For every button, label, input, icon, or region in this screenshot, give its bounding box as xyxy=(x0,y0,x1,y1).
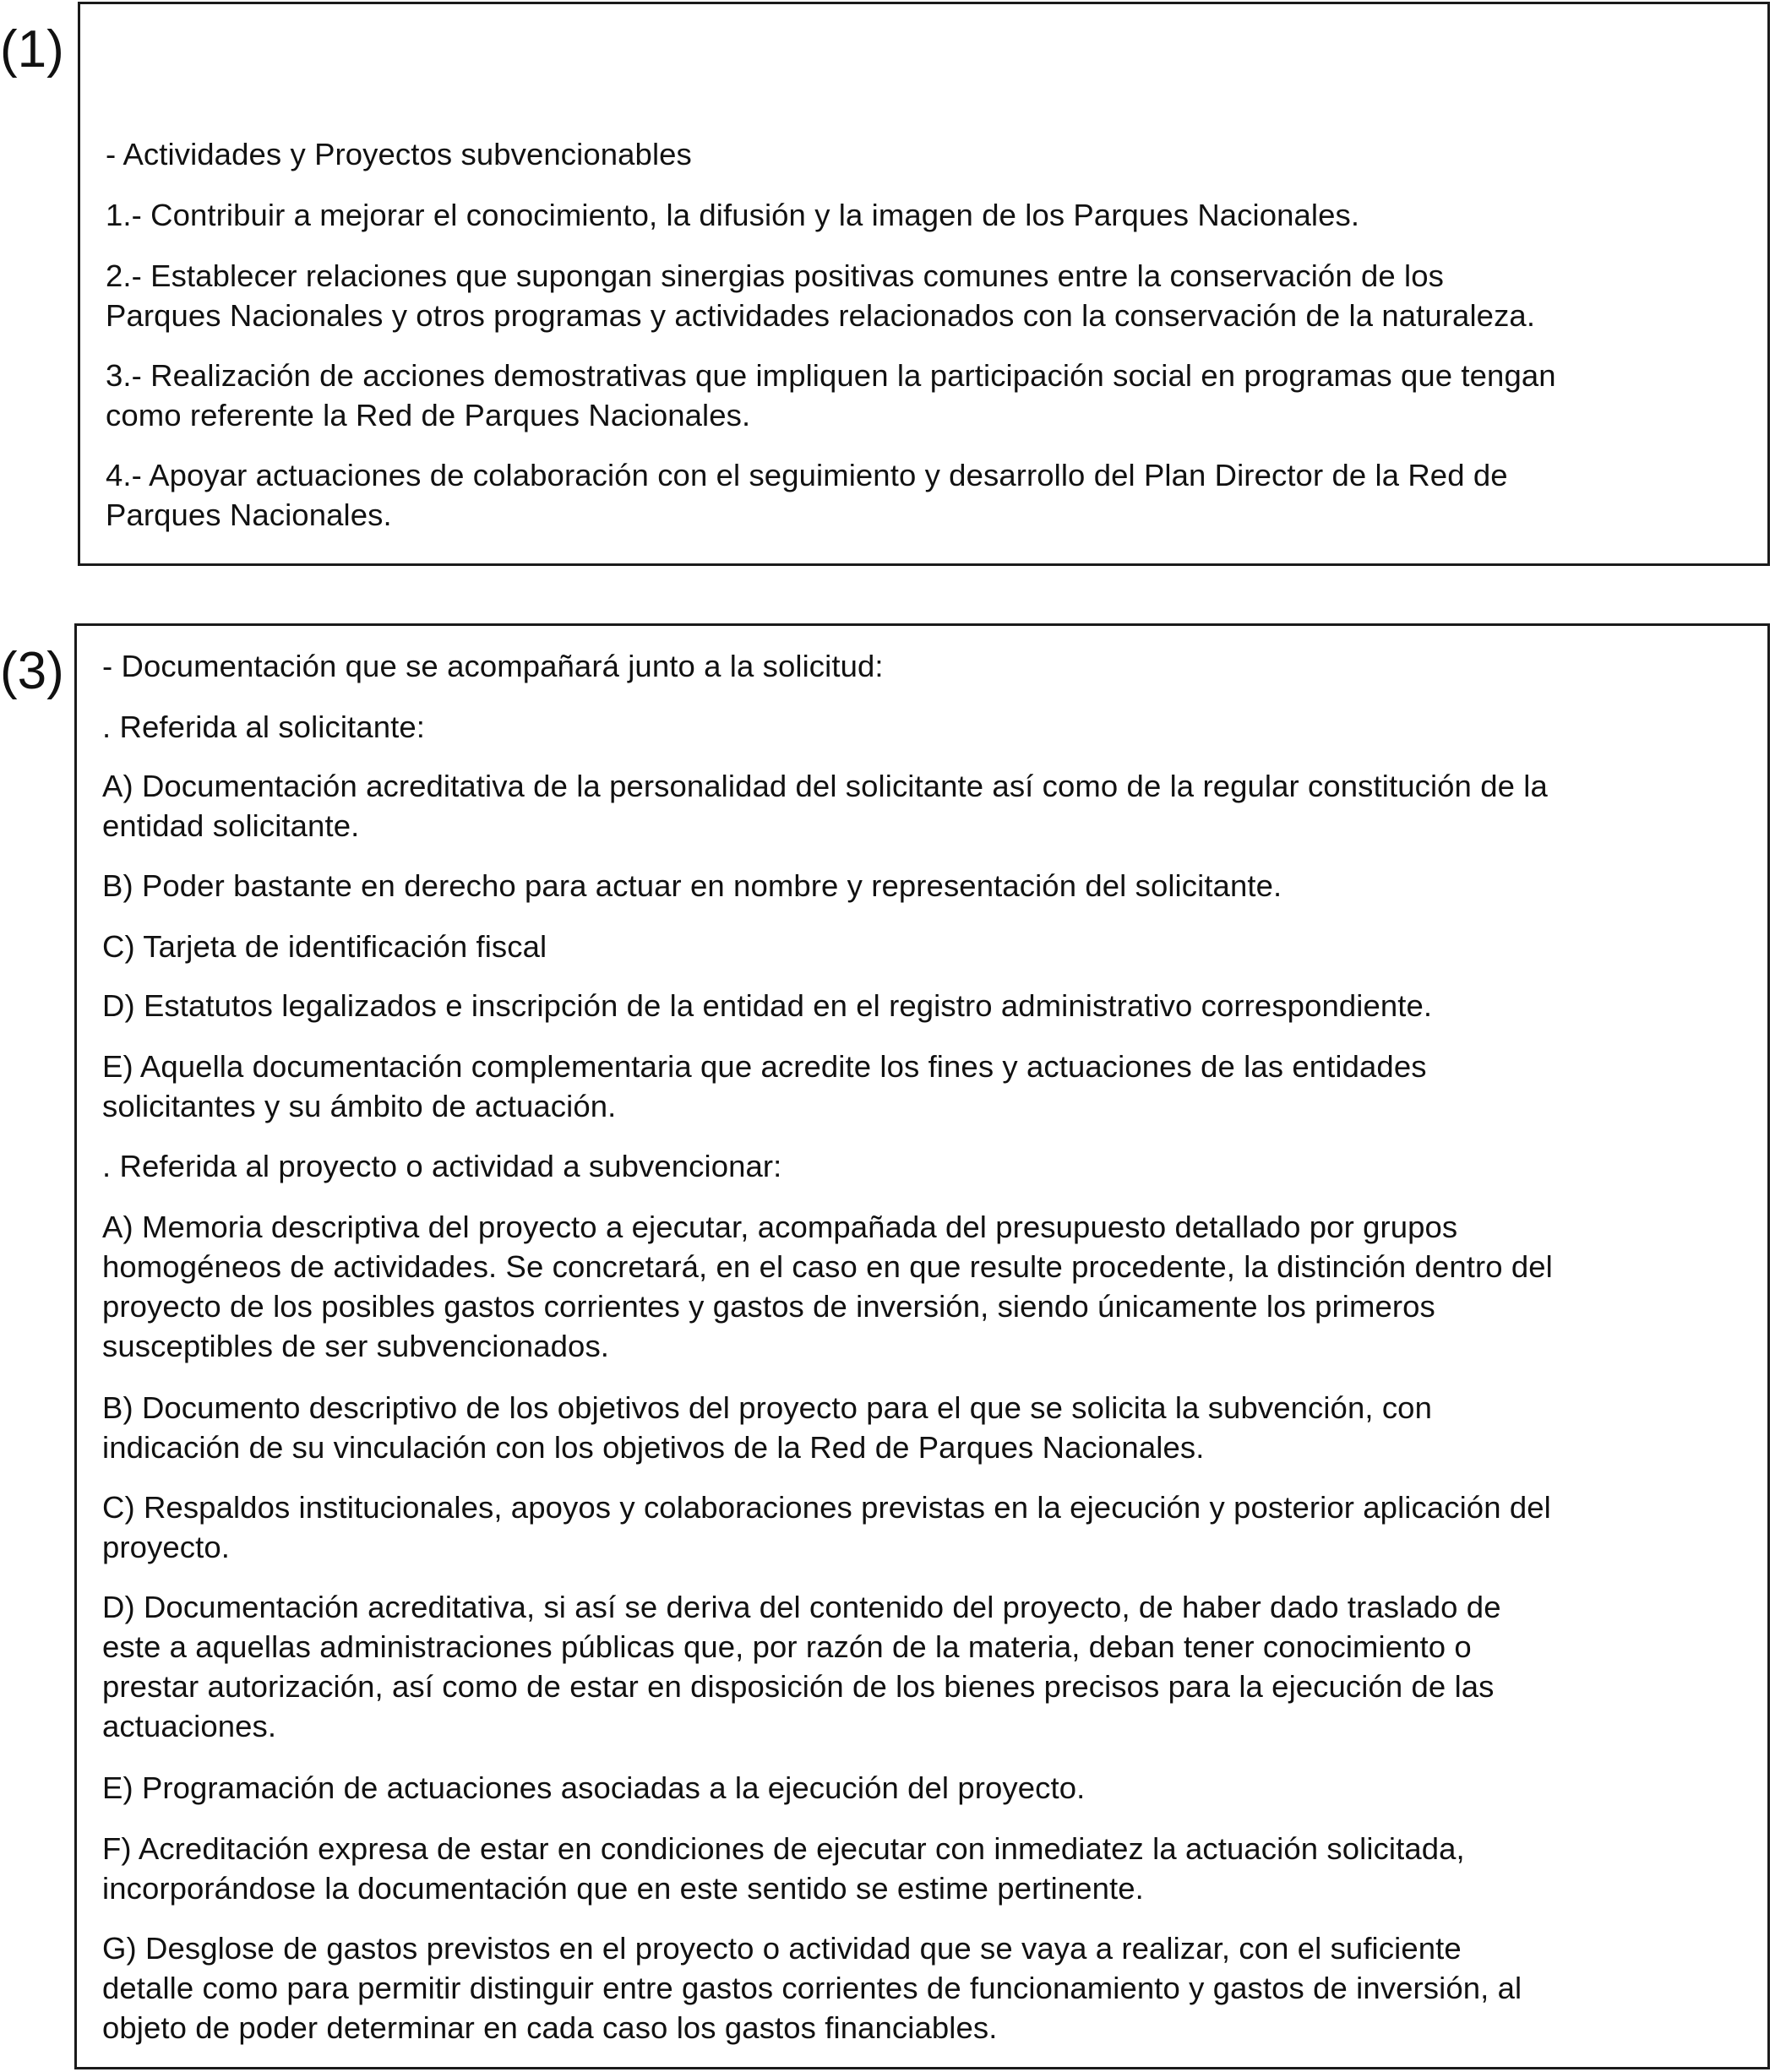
section-1-item-4: 4.- Apoyar actuaciones de colaboración con el seguimiento y desarrollo del Plan Director de la Red de Parques Nacionales. xyxy=(106,458,1508,532)
project-item-f: F) Acreditación expresa de estar en condiciones de ejecutar con inmediatez la actuación solicitada, incorporándose la documentación que en este sentido se estime pertinente. xyxy=(102,1831,1465,1906)
project-item-e: E) Programación de actuaciones asociadas a la ejecución del proyecto. xyxy=(102,1770,1086,1805)
applicant-subheading: . Referida al solicitante: xyxy=(102,710,425,744)
section-1-item-3: 3.- Realización de acciones demostrativas que impliquen la participación social en programas que tengan como referente la Red de Parques Nacionales. xyxy=(106,358,1556,432)
section-1-marker: (1) xyxy=(0,20,64,79)
section-3-heading: - Documentación que se acompañará junto a la solicitud: xyxy=(102,649,884,683)
project-item-c: C) Respaldos institucionales, apoyos y colaboraciones previstas en la ejecución y posterior aplicación del proyecto. xyxy=(102,1490,1551,1564)
applicant-item-e: E) Aquella documentación complementaria que acredite los fines y actuaciones de las entidades solicitantes y su ámbito de actuación. xyxy=(102,1049,1427,1123)
applicant-item-c: C) Tarjeta de identificación fiscal xyxy=(102,929,547,964)
section-1-item-2: 2.- Establecer relaciones que supongan sinergias positivas comunes entre la conservación de los Parques Nacionales y otros programas y actividades relacionados con la conservación de la naturaleza. xyxy=(106,258,1536,333)
project-item-b: B) Documento descriptivo de los objetivos del proyecto para el que se solicita la subvención, con indicación de su vinculación con los objetivos de la Red de Parques Nacionales. xyxy=(102,1390,1432,1465)
section-3-marker: (3) xyxy=(0,642,64,700)
section-3-box xyxy=(74,623,1770,2069)
project-item-d: D) Documentación acreditativa, si así se deriva del contenido del proyecto, de haber dado traslado de este a aquellas administraciones públicas que, por razón de la materia, deban tener conocimiento o prestar autorización, así como de estar en disposición de los bienes precisos para la ejecución de las actuaciones. xyxy=(102,1590,1501,1743)
project-subheading: . Referida al proyecto o actividad a subvencionar: xyxy=(102,1149,782,1183)
section-1-box xyxy=(78,2,1770,566)
project-item-a: A) Memoria descriptiva del proyecto a ejecutar, acompañada del presupuesto detallado por grupos homogéneos de actividades. Se concretará, en el caso en que resulte procedente, la distinción dentro del proyecto de los posibles gastos corrientes y gastos de inversión, siendo únicamente los primeros susceptibles de ser subvencionados. xyxy=(102,1210,1553,1363)
section-1-item-1: 1.- Contribuir a mejorar el conocimiento, la difusión y la imagen de los Parques Nacionales. xyxy=(106,198,1360,232)
applicant-item-d: D) Estatutos legalizados e inscripción de la entidad en el registro administrativo correspondiente. xyxy=(102,988,1433,1023)
section-1-heading: - Actividades y Proyectos subvencionables xyxy=(106,137,692,171)
applicant-item-a: A) Documentación acreditativa de la personalidad del solicitante así como de la regular constitución de la entidad solicitante. xyxy=(102,769,1548,843)
project-item-g: G) Desglose de gastos previstos en el proyecto o actividad que se vaya a realizar, con el suficiente detalle como para permitir distinguir entre gastos corrientes de funcionamiento y gastos de inversión, al objeto de poder determinar en cada caso los gastos financiables. xyxy=(102,1931,1522,2045)
applicant-item-b: B) Poder bastante en derecho para actuar en nombre y representación del solicitante. xyxy=(102,868,1282,903)
